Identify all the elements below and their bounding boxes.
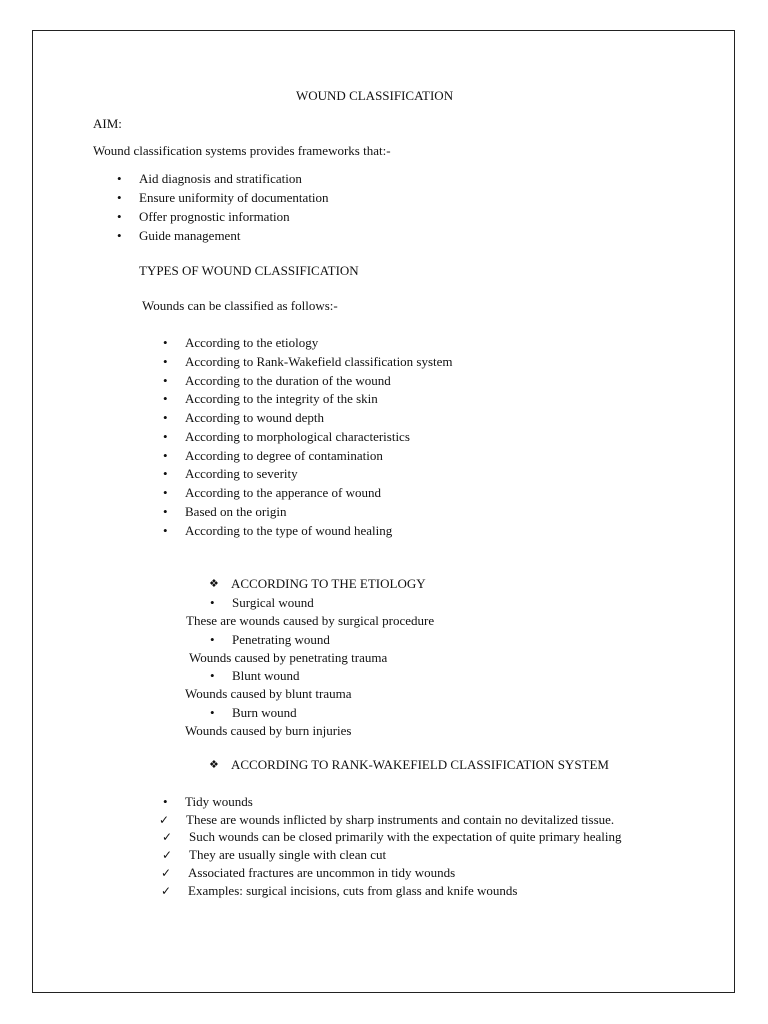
- purpose-item: • Offer prognostic information: [139, 209, 290, 225]
- etiology-item-desc: Wounds caused by blunt trauma: [185, 686, 352, 701]
- type-item: • Based on the origin: [185, 504, 286, 520]
- etiology-item-name: • Blunt wound: [232, 668, 300, 684]
- etiology-item-name: • Penetrating wound: [232, 632, 330, 648]
- document-title: WOUND CLASSIFICATION: [296, 88, 454, 103]
- type-item: • According to wound depth: [185, 410, 324, 426]
- type-item: • According to the etiology: [185, 335, 318, 351]
- check-item: ✓ Associated fractures are uncommon in tidy wounds: [188, 865, 455, 881]
- etiology-item-name: • Surgical wound: [232, 595, 314, 611]
- rank-wakefield-heading: ❖ ACCORDING TO RANK-WAKEFIELD CLASSIFICATION SYSTEM: [231, 757, 609, 773]
- type-item: • According to Rank-Wakefield classification system: [185, 354, 453, 370]
- etiology-item-name: • Burn wound: [232, 705, 297, 721]
- etiology-item-desc: Wounds caused by burn injuries: [185, 723, 352, 738]
- purpose-item: • Ensure uniformity of documentation: [139, 190, 329, 206]
- check-item: ✓ They are usually single with clean cut: [189, 847, 386, 863]
- type-item: • According to degree of contamination: [185, 448, 383, 464]
- etiology-heading: ❖ ACCORDING TO THE ETIOLOGY: [231, 576, 426, 592]
- type-item: • According to the integrity of the skin: [185, 391, 378, 407]
- tidy-wounds-label: • Tidy wounds: [185, 794, 253, 810]
- type-item: • According to severity: [185, 466, 298, 482]
- check-item: ✓ Such wounds can be closed primarily with the expectation of quite primary healing: [189, 829, 622, 845]
- type-item: • According to the apperance of wound: [185, 485, 381, 501]
- check-item: ✓ These are wounds inflicted by sharp instruments and contain no devitalized tissue.: [186, 812, 614, 828]
- purpose-item: • Guide management: [139, 228, 240, 244]
- etiology-item-desc: These are wounds caused by surgical procedure: [186, 613, 435, 628]
- aim-label: AIM:: [93, 116, 122, 131]
- types-intro: Wounds can be classified as follows:-: [142, 298, 338, 313]
- type-item: • According to morphological characteristics: [185, 429, 410, 445]
- etiology-item-desc: Wounds caused by penetrating trauma: [189, 650, 388, 665]
- intro-text: Wound classification systems provides frameworks that:-: [93, 143, 391, 158]
- type-item: • According to the type of wound healing: [185, 523, 392, 539]
- types-heading: TYPES OF WOUND CLASSIFICATION: [139, 263, 359, 278]
- check-item: ✓ Examples: surgical incisions, cuts from glass and knife wounds: [188, 883, 517, 899]
- type-item: • According to the duration of the wound: [185, 373, 391, 389]
- purpose-item: • Aid diagnosis and stratification: [139, 171, 302, 187]
